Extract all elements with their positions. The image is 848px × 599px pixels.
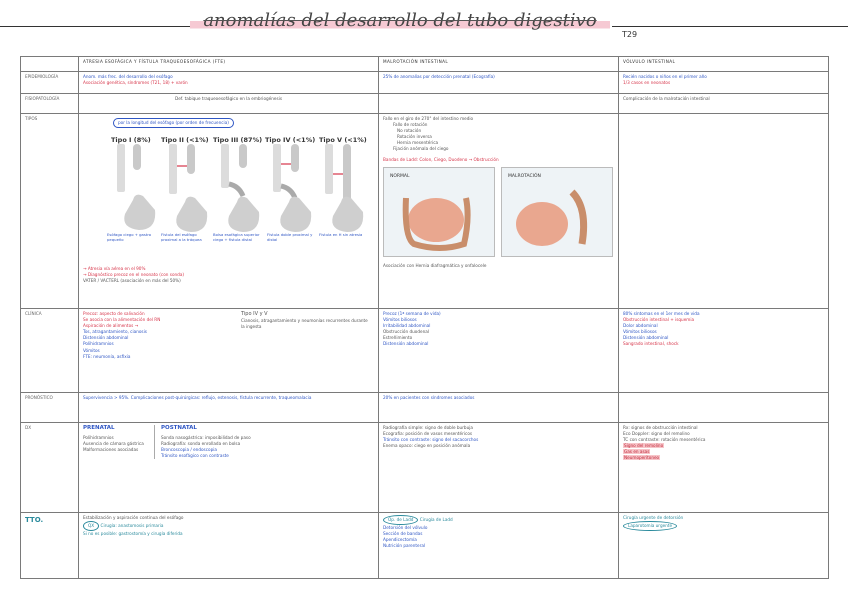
type-caption-5: Fístula en H sin atresia: [319, 232, 363, 237]
type-1-esophagus-figure: [113, 144, 159, 234]
m-list-1: Fallo en el giro de 270° del intestino medio: [383, 116, 474, 121]
clin-m-6: Distensión abdominal: [383, 341, 429, 347]
cell-pron-malrotacion: [379, 393, 619, 423]
tto-m-1: Cirugía de Ladd: [419, 517, 453, 522]
row-label-clinica: CLÍNICA: [21, 309, 79, 393]
cell-pron-atresia: [79, 393, 379, 423]
tto-v-1: Cirugía urgente de detorsión: [623, 515, 684, 520]
pron-m: 20% en pacientes con síndromes asociados: [383, 395, 475, 400]
m-foot: Asociación con Hernia diafragmática y onfalocele: [383, 262, 487, 268]
epi-v-1: Recién nacidos o niños en el primer año: [623, 74, 707, 79]
cell-clinica-volvulo: [619, 309, 829, 393]
clin-a-4: Tos, atragantamiento, cianosis: [83, 329, 147, 335]
row-label-dx: DX: [21, 423, 79, 513]
cell-tipos-volvulo: [619, 114, 829, 309]
dx-v-1: Rx: signos de obstrucción intestinal: [623, 425, 698, 430]
clin-m-3: Irritabilidad abdominal: [383, 323, 431, 329]
tto-m-2: Detorsión del vólvulo: [383, 525, 428, 531]
cell-tto-volvulo: [619, 513, 829, 579]
tto-a-bubble: QX: [83, 521, 99, 531]
row-label-tto: TTO.: [21, 513, 79, 579]
cell-epi-atresia: [79, 72, 379, 94]
tipos-note-1: → Atresia vía aérea en el 90%: [83, 266, 146, 271]
normal-label: NORMAL: [390, 173, 410, 179]
dx-post-3: Broncoscopia / endoscopia: [161, 447, 217, 453]
type-label-3: Tipo III (87%): [213, 136, 263, 144]
fisio-a: Def. tabique traqueoesofágico en la embriogénesis: [174, 96, 282, 101]
dx-m-4: Enema opaco: ciego en posición anómala: [383, 443, 471, 449]
col-head-atresia: ATRESIA ESOFÁGICA Y FÍSTULA TRAQUEOESOFÁGICA (FTE): [79, 57, 379, 72]
cell-tipos-atresia: [79, 114, 379, 309]
clin-v-6: Sangrado intestinal, shock: [623, 341, 679, 347]
cell-dx-volvulo: [619, 423, 829, 513]
page-code: T29: [622, 30, 638, 39]
dx-prenatal-head: PRENATAL: [83, 425, 115, 431]
dx-m-2: Ecografía: posición de vasos mesentéricos: [383, 431, 473, 437]
dx-m-3: Tránsito con contraste: signo del sacacorchos: [383, 437, 479, 443]
tipos-note-3: VATER / VACTERL (asociación en más del 50%): [83, 278, 181, 284]
type-label-5: Tipo V (<1%): [319, 136, 367, 144]
epi-a-2: Asociación genética, síndromes (T21, 18) + varón: [83, 80, 188, 86]
dx-pre-2: Ausencia de cámara gástrica: [83, 441, 144, 447]
top-rule-right: [612, 26, 848, 27]
tto-m-3: Sección de bandas: [383, 531, 423, 537]
clin-m-1: Precoz (1ª semana de vida): [383, 311, 441, 316]
cell-clinica-malrotacion: [379, 309, 619, 393]
cell-tto-atresia: [79, 513, 379, 579]
dx-v-3: TC con contraste: rotación mesentérica: [623, 437, 706, 443]
epi-m-1: 25% de anomalías por detección prenatal (Ecografía): [383, 74, 495, 79]
row-label-fisio: FISIOPATOLOGÍA: [21, 94, 79, 114]
dx-v-pink-2: Gas en asas: [624, 449, 650, 455]
top-rule-left: [0, 26, 190, 27]
m-list-6: Fijación anómala del ciego: [393, 146, 449, 152]
dx-post-4: Tránsito esofágico con contraste: [161, 453, 229, 459]
comparison-table: [20, 56, 829, 579]
cell-tipos-malrotacion: [379, 114, 619, 309]
clin-m-2: Vómitos biliosos: [383, 317, 417, 323]
row-label-epi: EPIDEMIOLOGÍA: [21, 72, 79, 94]
type-label-2: Tipo II (<1%): [161, 136, 209, 144]
epi-v-2: 1/3 casos en neonatos: [623, 80, 671, 86]
cell-fisio-malrotacion: [379, 94, 619, 114]
cell-pron-volvulo: [619, 393, 829, 423]
type-caption-3: Bolsa esofágica superior ciega + fístula distal: [213, 232, 260, 243]
clin-tipo-iv-desc: Cianosis, atragantamiento y neumonías recurrentes durante la ingesta: [241, 318, 368, 330]
clin-v-3: Dolor abdominal: [623, 323, 658, 329]
tipos-note-2: → Diagnóstico precoz en el neonato (con sonda): [83, 272, 185, 278]
type-3-esophagus-figure: [217, 144, 263, 234]
col-head-volvulo: VÓLVULO INTESTINAL: [619, 57, 829, 72]
clin-v-2: Obstrucción intestinal + isquemia: [623, 317, 695, 323]
dx-post-2: Radiografía: sonda enrollada en bolsa: [161, 441, 241, 447]
clin-v-4: Vómitos biliosos: [623, 329, 657, 335]
tto-m-bubble: Op. de Ladd: [383, 515, 418, 525]
dx-post-1: Sonda nasogástrica: imposibilidad de paso: [161, 434, 251, 440]
dx-m-1: Radiografía simple: signo de doble burbuja: [383, 425, 473, 430]
malrotation-label: MALROTACIÓN: [508, 173, 541, 179]
m-ladd-bands: Bandas de Ladd: Colon, Ciego, Duodeno → Obstrucción: [383, 156, 499, 162]
col-head-malrotacion: MALROTACIÓN INTESTINAL: [379, 57, 619, 72]
cell-dx-malrotacion: [379, 423, 619, 513]
fisio-v: Complicación de la malrotación intestinal: [623, 96, 710, 101]
cell-clinica-atresia: [79, 309, 379, 393]
type-label-4: Tipo IV (<1%): [265, 136, 316, 144]
cell-fisio-volvulo: [619, 94, 829, 114]
clin-m-5: Estreñimiento: [383, 335, 413, 341]
tto-a-2: Cirugía: anastomosis primaria: [100, 523, 164, 529]
type-label-1: Tipo I (8%): [111, 136, 151, 144]
type-caption-2: Fístula del esófago proximal a la tráquea: [161, 232, 202, 243]
type-4-esophagus-figure: [269, 144, 315, 234]
clin-a-3: Aspiración de alimentos →: [83, 323, 139, 329]
tto-m-5: Nutrición parenteral: [383, 543, 426, 549]
tto-m-4: Apendicectomía: [383, 537, 417, 543]
types-header: por la longitud del esófago (por orden de frecuencia): [113, 118, 234, 128]
epi-a-1: Anom. más frec. del desarrollo del esófago: [83, 74, 173, 79]
dx-v-pink-3: Neumoperitoneo: [624, 455, 660, 461]
normal-intestine-figure: [383, 167, 495, 257]
m-list-4: Rotación inversa: [397, 134, 432, 140]
clin-v-5: Distensión abdominal: [623, 335, 669, 341]
dx-pre-3: Malformaciones asociadas: [83, 447, 139, 453]
cell-epi-malrotacion: [379, 72, 619, 94]
page-title: anomalías del desarrollo del tubo digestivo: [190, 10, 610, 31]
clin-a-2: Se asocia con la alimentación del RN: [83, 317, 161, 323]
dx-v-pink-1: Signo del remolino: [624, 443, 664, 449]
tto-a-1: Estabilización y aspiración continua del esófago: [83, 515, 184, 520]
pron-a: Supervivencia > 95%. Complicaciones post-quirúrgicas: reflujo, estenosis, fístula recurrente, traqueomalacia: [83, 395, 312, 400]
dx-postnatal-head: POSTNATAL: [161, 425, 197, 431]
m-list-3: No rotación: [397, 128, 422, 134]
row-label-pronostico: PRONÓSTICO: [21, 393, 79, 423]
type-2-esophagus-figure: [165, 144, 211, 234]
cell-fisio-atresia: [79, 94, 379, 114]
m-list-2: Fallo de rotación: [393, 122, 428, 128]
clin-a-8: FTE: neumonía, asfixia: [83, 353, 131, 359]
clin-a-6: Polihidramnios: [83, 341, 114, 347]
cell-dx-atresia: [79, 423, 379, 513]
clin-m-4: Obstrucción duodenal: [383, 329, 429, 335]
types-figure-area: [83, 116, 374, 266]
type-caption-4: Fístula doble proximal y distal: [267, 232, 313, 243]
cell-epi-volvulo: [619, 72, 829, 94]
dx-v-2: Eco Doppler: signo del remolino: [623, 431, 690, 437]
clin-v-1: 80% síntomas en el 1er mes de vida: [623, 311, 700, 316]
malrotation-intestine-figure: [501, 167, 613, 257]
clin-tipo-iv: Tipo IV y V: [241, 311, 268, 317]
row-label-tipos: TIPOS: [21, 114, 79, 309]
type-caption-1: Esófago ciego + gastro pequeño: [107, 232, 152, 243]
tto-v-bubble: Laparotomía urgente: [623, 521, 677, 531]
m-list-5: Hernia mesentérica: [397, 140, 439, 146]
clin-a-5: Distensión abdominal: [83, 335, 129, 341]
cell-tto-malrotacion: [379, 513, 619, 579]
dx-pre-1: Polihidramnios: [83, 434, 114, 440]
tto-a-3: Si no es posible: gastrostomía y cirugía diferida: [83, 531, 183, 537]
clin-a-7: Vómitos: [83, 347, 100, 353]
type-5-esophagus-figure: [321, 144, 367, 234]
col-head-empty: [21, 57, 79, 72]
malrotation-illustration: [383, 167, 614, 259]
clin-a-1: Precoz: aspecto de salivación: [83, 311, 145, 316]
